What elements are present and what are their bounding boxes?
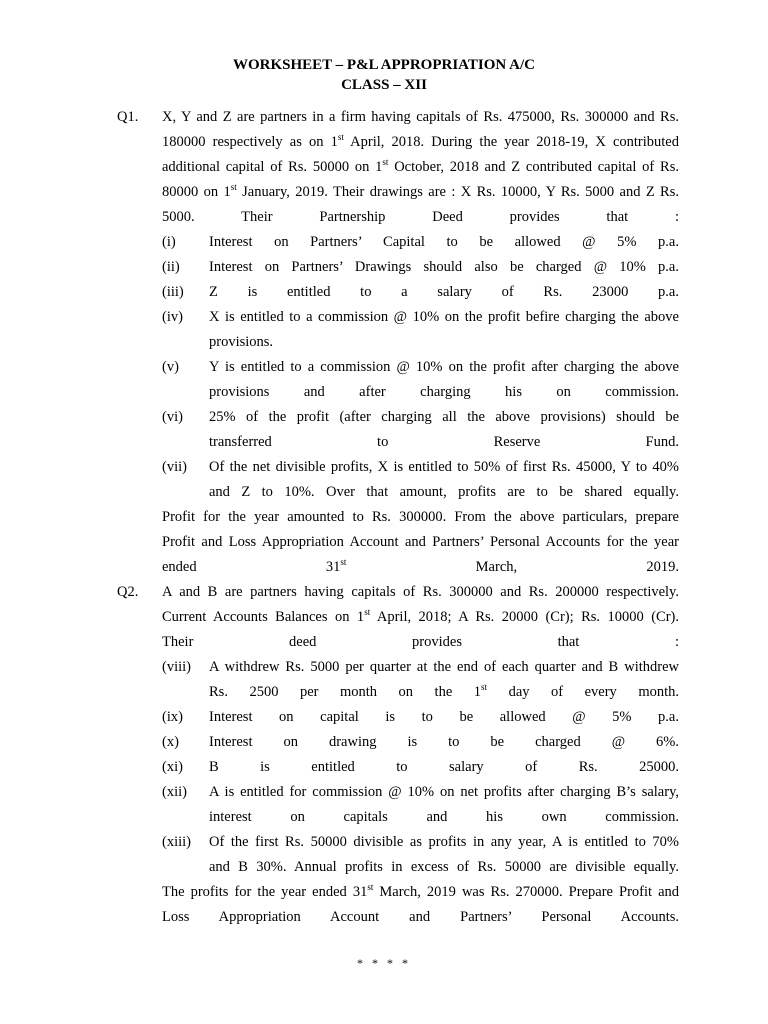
provision-text <box>209 305 679 355</box>
provision-item <box>162 830 679 880</box>
question-1-number: Q1. <box>117 109 139 125</box>
provision-text-line: Interest on Partners’ Drawings should also be charged @ 10% p.a. <box>209 259 679 275</box>
provision-numeral: (ix) <box>162 709 183 725</box>
provision-item <box>162 755 679 780</box>
provision-numeral: (viii) <box>162 659 191 675</box>
q1-intro-line: 180000 respectively as on 1st April, 2018. During the year 2018-19, X contributed <box>162 132 679 150</box>
provision-item <box>162 230 679 255</box>
q1-closing-line: Profit and Loss Appropriation Account and Partners’ Personal Accounts for the year <box>162 534 679 550</box>
provision-numeral: (ii) <box>162 259 180 275</box>
provision-numeral: (xii) <box>162 784 187 800</box>
provision-text-line: X is entitled to a commission @ 10% on the profit befire charging the above <box>209 309 679 325</box>
provision-item <box>162 305 679 355</box>
q1-intro-line: 80000 on 1st January, 2019. Their drawings are : X Rs. 10000, Y Rs. 5000 and Z Rs. <box>162 182 680 200</box>
provision-text-line: interest on capitals and his own commission. <box>209 809 679 825</box>
q1-closing-line: ended 31st March, 2019. <box>162 557 680 575</box>
provision-text <box>209 355 679 405</box>
provision-text <box>209 830 679 880</box>
provision-item <box>162 405 679 455</box>
provision-text-line: and Z to 10%. Over that amount, profits are to be shared equally. <box>209 484 679 500</box>
q1-intro-line: X, Y and Z are partners in a firm having capitals of Rs. 475000, Rs. 300000 and Rs. <box>162 109 679 125</box>
provision-text-line: Interest on drawing is to be charged @ 6%. <box>209 734 679 750</box>
q2-intro-line: A and B are partners having capitals of Rs. 300000 and Rs. 200000 respectively. <box>162 584 679 600</box>
q2-closing <box>162 880 679 930</box>
worksheet-title: WORKSHEET – P&L APPROPRIATION A/C <box>233 57 535 73</box>
provision-item <box>162 705 679 730</box>
q1-intro <box>162 105 679 230</box>
provision-item <box>162 455 679 505</box>
provision-numeral: (vii) <box>162 459 187 475</box>
provision-text-line: provisions. <box>209 334 274 350</box>
class-title: CLASS – XII <box>341 77 427 93</box>
provision-text-line: Of the net divisible profits, X is entitled to 50% of first Rs. 45000, Y to 40% <box>209 459 679 475</box>
provision-text-line: Interest on Partners’ Capital to be allowed @ 5% p.a. <box>209 234 679 250</box>
provision-text-line: A is entitled for commission @ 10% on net profits after charging B’s salary, <box>209 784 679 800</box>
provision-text-line: and B 30%. Annual profits in excess of Rs. 50000 are divisible equally. <box>209 859 679 875</box>
provision-text <box>209 755 679 780</box>
provision-text-line: Y is entitled to a commission @ 10% on the profit after charging the above <box>209 359 679 375</box>
provision-text <box>209 705 679 730</box>
q1-intro-line: additional capital of Rs. 50000 on 1st October, 2018 and Z contributed capital of Rs. <box>162 157 679 175</box>
provision-text <box>209 655 679 705</box>
provision-text <box>209 280 679 305</box>
provision-numeral: (v) <box>162 359 179 375</box>
provision-text-line: Of the first Rs. 50000 divisible as profits in any year, A is entitled to 70% <box>209 834 679 850</box>
q2-intro-line: Their deed provides that : <box>162 634 679 650</box>
provision-numeral: (xi) <box>162 759 183 775</box>
provision-text-line: Z is entitled to a salary of Rs. 23000 p.a. <box>209 284 679 300</box>
provision-item <box>162 280 679 305</box>
provision-text-line: Interest on capital is to be allowed @ 5% p.a. <box>209 709 679 725</box>
provision-numeral: (vi) <box>162 409 183 425</box>
question-2-number: Q2. <box>117 584 139 600</box>
provision-text <box>209 455 679 505</box>
provision-numeral: (iii) <box>162 284 184 300</box>
q1-intro-line: 5000. Their Partnership Deed provides that : <box>162 209 679 225</box>
provision-text-line: transferred to Reserve Fund. <box>209 434 679 450</box>
provision-text-line: Rs. 2500 per month on the 1st day of every month. <box>209 682 679 700</box>
q1-closing-line: Profit for the year amounted to Rs. 300000. From the above particulars, prepare <box>162 509 679 525</box>
provision-item <box>162 730 679 755</box>
provision-text-line: provisions and after charging his on commission. <box>209 384 679 400</box>
provision-text <box>209 780 679 830</box>
provision-item <box>162 655 679 705</box>
end-marker: * * * * <box>357 956 411 970</box>
provision-numeral: (x) <box>162 734 179 750</box>
provision-text-line: B is entitled to salary of Rs. 25000. <box>209 759 679 775</box>
q2-closing-line: The profits for the year ended 31st March, 2019 was Rs. 270000. Prepare Profit and <box>162 882 680 900</box>
provision-numeral: (xiii) <box>162 834 191 850</box>
provision-text <box>209 255 679 280</box>
provision-text <box>209 405 679 455</box>
provision-text-line: 25% of the profit (after charging all the above provisions) should be <box>209 409 679 425</box>
q2-closing-line: Loss Appropriation Account and Partners’ Personal Accounts. <box>162 909 679 925</box>
provision-numeral: (i) <box>162 234 176 250</box>
q2-intro <box>162 580 679 655</box>
q2-intro-line: Current Accounts Balances on 1st April, 2018; A Rs. 20000 (Cr); Rs. 10000 (Cr). <box>162 607 680 625</box>
provision-text-line: A withdrew Rs. 5000 per quarter at the end of each quarter and B withdrew <box>209 659 679 675</box>
provision-item <box>162 255 679 280</box>
provision-text <box>209 230 679 255</box>
provision-item <box>162 780 679 830</box>
provision-text <box>209 730 679 755</box>
provision-item <box>162 355 679 405</box>
provision-numeral: (iv) <box>162 309 183 325</box>
q1-closing <box>162 505 679 580</box>
